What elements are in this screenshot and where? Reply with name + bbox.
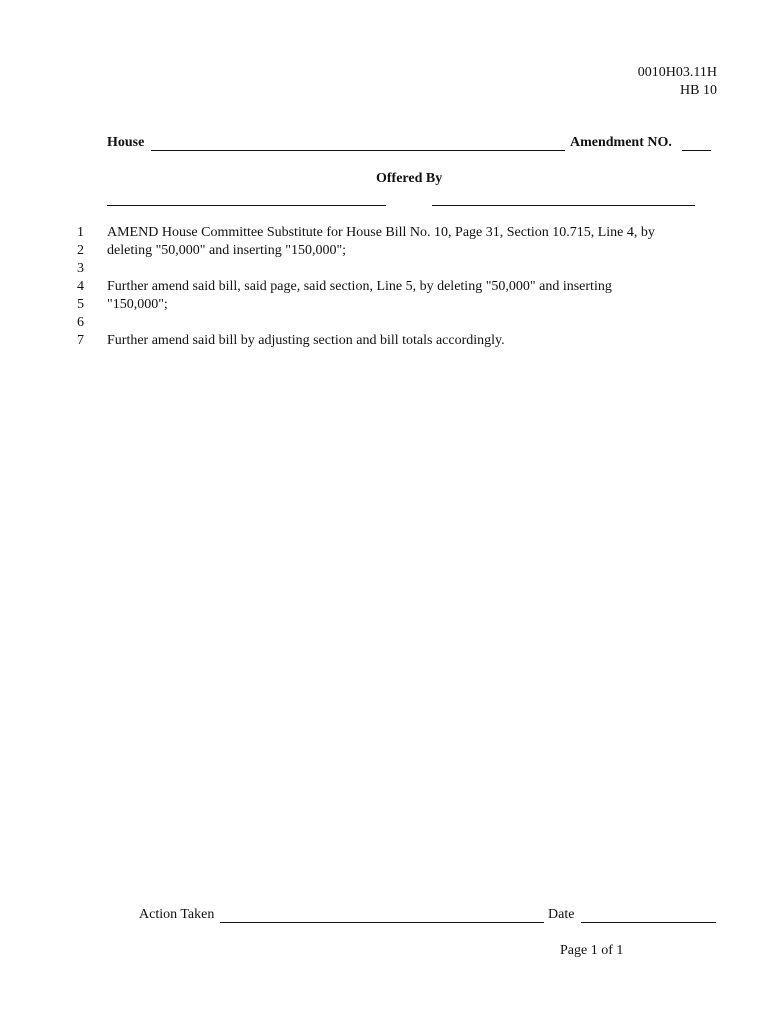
chamber-label: House bbox=[107, 135, 145, 150]
amendment-text-line: deleting "50,000" and inserting "150,000"; bbox=[107, 243, 347, 258]
amendment-text-line: AMEND House Committee Substitute for House Bill No. 10, Page 31, Section 10.715, Line 4, by bbox=[107, 225, 655, 240]
line-number: 4 bbox=[77, 279, 84, 294]
action-taken-blank-line bbox=[220, 922, 544, 923]
line-number: 6 bbox=[77, 315, 84, 330]
amendment-text-line: "150,000"; bbox=[107, 297, 168, 312]
line-number: 5 bbox=[77, 297, 84, 312]
amendment-text-line: Further amend said bill, said page, said section, Line 5, by deleting "50,000" and inserting bbox=[107, 279, 612, 294]
date-label: Date bbox=[548, 907, 575, 922]
offered-by-label: Offered By bbox=[376, 171, 443, 186]
chamber-blank-line bbox=[151, 150, 565, 151]
offered-by-blank-line-right bbox=[432, 205, 695, 206]
page-number: Page 1 of 1 bbox=[560, 943, 624, 958]
date-blank-line bbox=[581, 922, 716, 923]
line-number: 2 bbox=[77, 243, 84, 258]
amendment-text-line: Further amend said bill by adjusting section and bill totals accordingly. bbox=[107, 333, 505, 348]
amendment-number-label: Amendment NO. bbox=[570, 135, 672, 150]
line-number: 3 bbox=[77, 261, 84, 276]
amendment-number-blank-line bbox=[682, 150, 711, 151]
offered-by-blank-line-left bbox=[107, 205, 386, 206]
document-code: 0010H03.11H bbox=[637, 65, 717, 80]
action-taken-label: Action Taken bbox=[139, 907, 215, 922]
line-number: 1 bbox=[77, 225, 84, 240]
line-number: 7 bbox=[77, 333, 84, 348]
bill-number: HB 10 bbox=[680, 83, 717, 98]
